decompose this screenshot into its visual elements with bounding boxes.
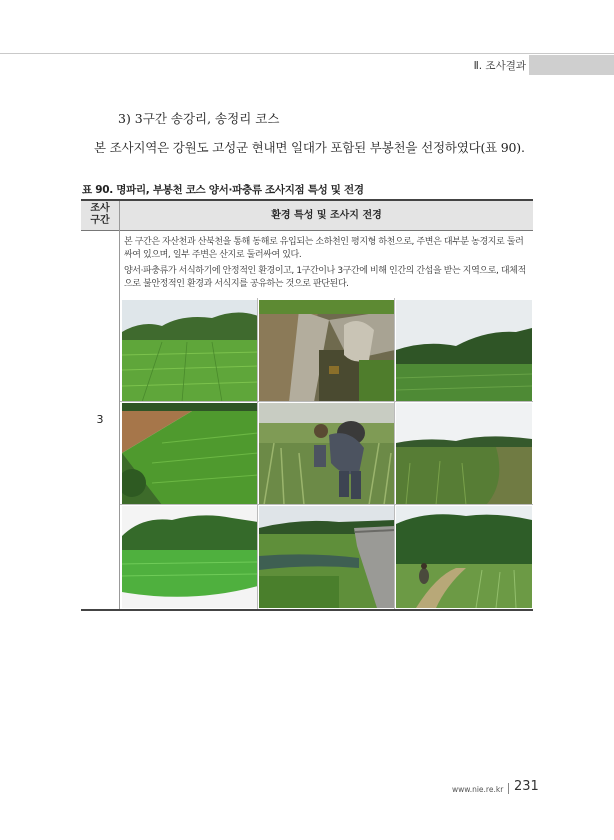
table-bottom-rule (81, 609, 533, 611)
environment-description (124, 236, 530, 294)
survey-table (81, 199, 533, 611)
description-paragraph-1: 본 구간은 자산천과 산북천을 통해 동해로 유입되는 소하천인 평지형 하천으로, 주변은 대부분 농경지로 둘러싸여 있으며, 일부 주변은 산지로 둘러싸여 있다. (124, 237, 524, 260)
header-section-text: 조사 구간 (90, 203, 110, 226)
photo-paddy-hillside (122, 506, 258, 608)
section-title: 3) 3구간 송강리, 송정리 코스 (118, 111, 280, 126)
photo-researcher-field (259, 403, 395, 505)
photo-researcher-path (396, 506, 532, 608)
header-divider (0, 53, 614, 54)
photo-concrete-ditch (259, 300, 395, 402)
header-section-label (81, 203, 119, 227)
site-photo-grid (120, 298, 533, 609)
photo-field-edge (122, 403, 258, 505)
grid-hline-1 (120, 401, 533, 402)
table-caption: 표 90. 명파리, 부봉천 코스 양서·파충류 조사지점 특성 및 전경 (82, 184, 364, 196)
grid-hline-2 (120, 504, 533, 505)
photo-field-forest (396, 300, 532, 402)
intro-paragraph: 본 조사지역은 강원도 고성군 현내면 일대가 포함된 부봉천을 선정하였다(표 90). (94, 140, 525, 155)
page-number: 231 (514, 779, 539, 794)
chapter-tab-block (529, 55, 614, 75)
table-header-rule (81, 230, 533, 231)
header-environment-label: 환경 특성 및 조사지 전경 (271, 210, 382, 221)
section-number: 3 (96, 413, 104, 426)
photo-stream-bridge (259, 506, 395, 608)
photo-rice-paddy-mountain (122, 300, 258, 402)
description-paragraph-2: 양서·파충류가 서식하기에 안정적인 환경이고, 1구간이나 3구간에 비해 인간의 간섭을 받는 지역으로, 대체적으로 불안정적인 환경과 서식지를 공유하는 것으로 판단된다. (124, 266, 526, 289)
photo-wet-meadow (396, 403, 532, 505)
grid-vline-1 (257, 298, 258, 609)
footer-url: www.nie.re.kr (452, 785, 504, 794)
grid-vline-2 (394, 298, 395, 609)
footer-separator (508, 783, 509, 794)
chapter-label: Ⅱ. 조사결과 (473, 60, 526, 72)
